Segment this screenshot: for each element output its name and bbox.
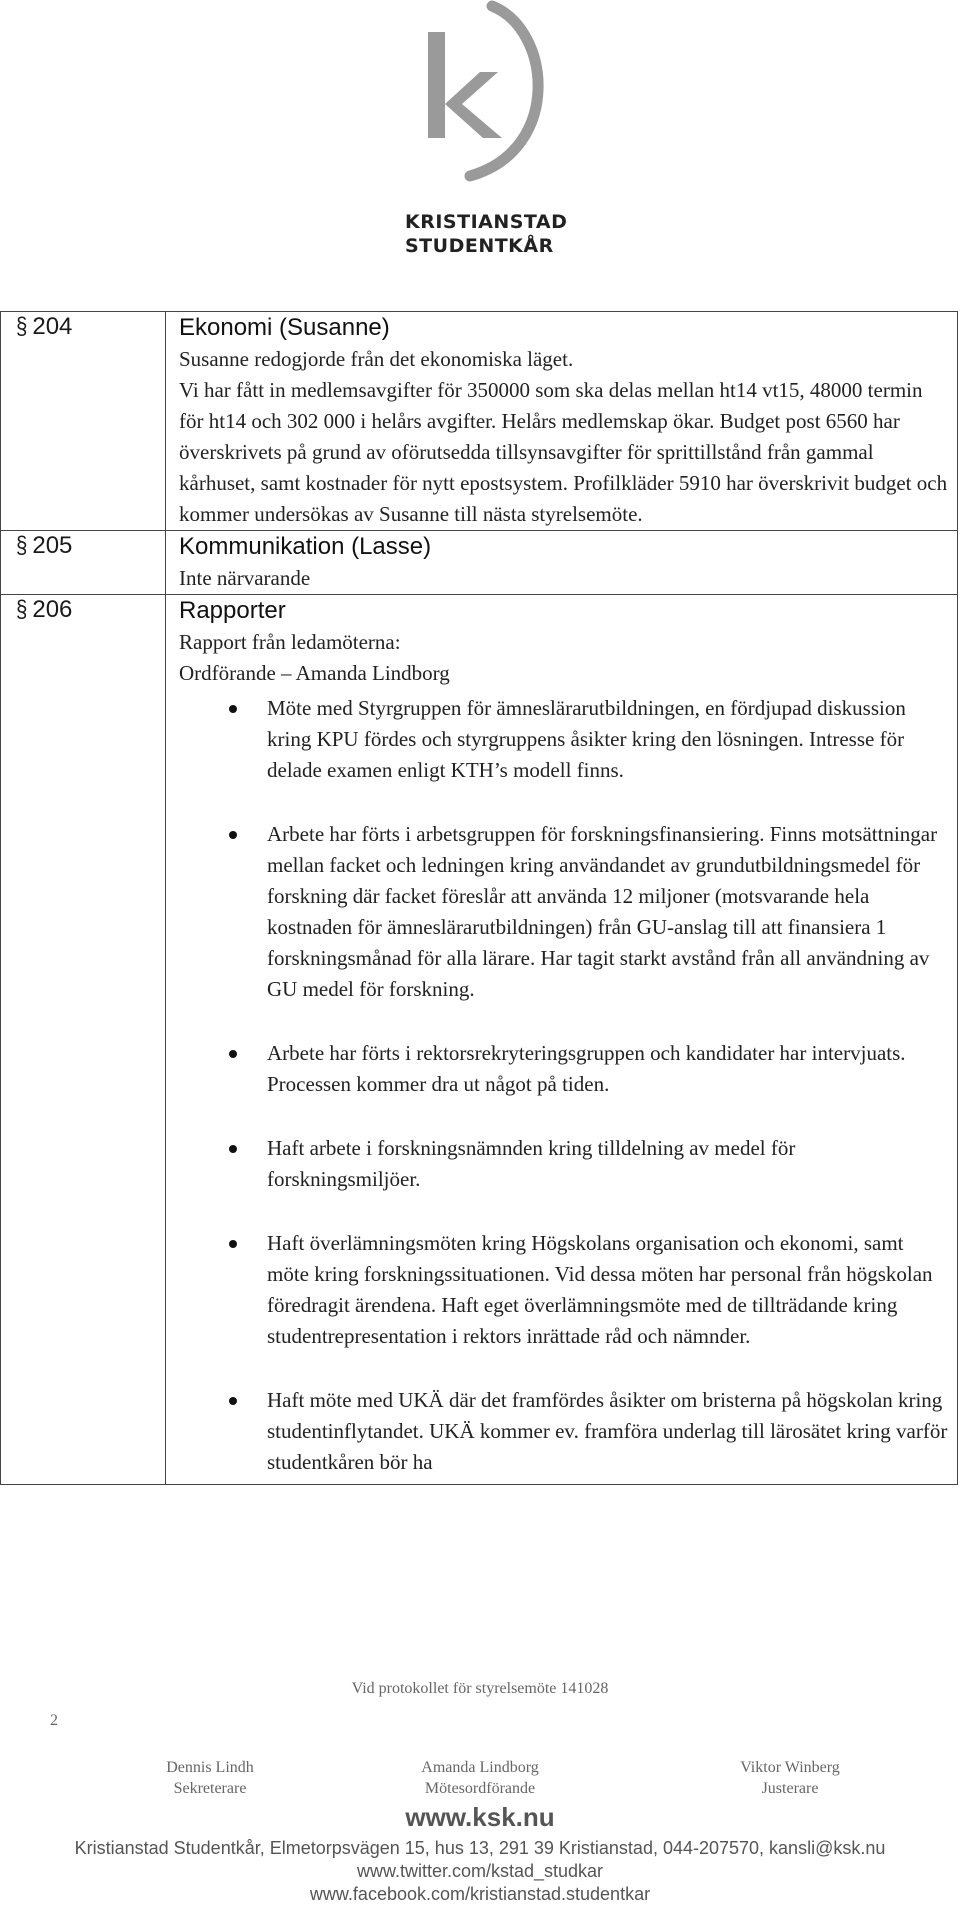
logo-wordmark — [405, 210, 575, 258]
contact-address: Kristianstad Studentkår, Elmetorpsvägen 15, hus 13, 291 39 Kristianstad, 044-207570, kansli@ksk.nu — [74, 1838, 886, 1858]
section-body — [166, 312, 958, 531]
list-item: Haft överlämningsmöten kring Högskolans organisation och ekonomi, samt möte kring forskningssituationen. Vid dessa möten har personal från högskolan föredragit ärendena. Haft eget överlämningsmöte med de tillträdande kring studentrepresentation i rektors inrättade råd och nämnder. — [179, 1228, 949, 1352]
signature-role: Justerare — [761, 1780, 819, 1797]
section-heading: Ekonomi (Susanne) — [179, 314, 390, 341]
section-sign: § — [16, 596, 28, 623]
logo-line-1: KRISTIANSTAD — [405, 211, 568, 233]
section-number: 206 — [32, 596, 73, 623]
website-link[interactable]: www.ksk.nu — [405, 1802, 555, 1832]
signature-name: Dennis Lindh — [166, 1759, 254, 1776]
signature-role: Sekreterare — [173, 1780, 247, 1797]
section-sign: § — [16, 532, 28, 559]
section-paragraph: Vi har fått in medlemsavgifter för 350000 som ska delas mellan ht14 vt15, 48000 termin för ht14 och 302 000 i helårs avgifter. Helårs medlemskap ökar. Budget post 6560 har överskrivets på grund av oförutsedda tillsynsavgifter för sprittillstånd från gammal kårhuset, samt kostnader för nytt epostsystem. Profilkläder 5910 har överskrivit budget och kommer undersökas av Susanne till nästa styrelsemöte. — [179, 378, 948, 526]
section-heading: Kommunikation (Lasse) — [179, 533, 432, 560]
section-sign: § — [16, 313, 28, 340]
signature-name: Amanda Lindborg — [421, 1759, 539, 1776]
page-number: 2 — [50, 1712, 58, 1729]
logo-line-2: STUDENTKÅR — [405, 235, 554, 257]
section-number-cell — [1, 595, 166, 1485]
section-number: 205 — [32, 532, 73, 559]
signature-role: Mötesordförande — [424, 1780, 536, 1797]
report-bullet-list — [179, 693, 949, 1478]
section-body — [166, 531, 958, 595]
section-number-cell — [1, 312, 166, 531]
section-row-204 — [1, 312, 958, 531]
protocol-caption: Vid protokollet för styrelsemöte 141028 — [351, 1680, 609, 1697]
section-paragraph: Rapport från ledamöterna: — [179, 630, 401, 654]
section-row-205 — [1, 531, 958, 595]
section-number-cell — [1, 531, 166, 595]
list-item: Haft möte med UKÄ där det framfördes åsikter om bristerna på högskolan kring studentinflytandet. UKÄ kommer ev. framföra underlag till lärosätet kring varför studentkåren bör ha — [179, 1385, 949, 1478]
signature-chair — [330, 1757, 630, 1799]
twitter-link[interactable]: www.twitter.com/kstad_studkar — [356, 1861, 604, 1881]
list-item: Haft arbete i forskningsnämnden kring tilldelning av medel för forskningsmiljöer. — [179, 1133, 949, 1195]
signature-adjuster — [640, 1757, 940, 1799]
section-paragraph: Susanne redogjorde från det ekonomiska läget. — [179, 347, 574, 371]
list-item: Arbete har förts i arbetsgruppen för forskningsfinansiering. Finns motsättningar mellan facket och ledningen kring användandet av grundutbildningsmedel för forskning där facket föreslår att använda 12 miljoner (motsvarande hela kostnaden för ämneslärarutbildningen) från GU-anslag till att finansiera 1 forskningsmånad för alla lärare. Har tagit starkt avstånd från all användning av GU medel för forskning. — [179, 819, 949, 1005]
facebook-link[interactable]: www.facebook.com/kristianstad.studentkar — [309, 1884, 651, 1904]
section-row-206 — [1, 595, 958, 1485]
section-number: 204 — [32, 313, 73, 340]
list-item: Arbete har förts i rektorsrekryteringsgruppen och kandidater har intervjuats. Processen kommer dra ut något på tiden. — [179, 1038, 949, 1100]
section-body — [166, 595, 958, 1485]
section-paragraph: Ordförande – Amanda Lindborg — [179, 661, 450, 685]
minutes-table — [0, 311, 958, 1485]
signature-secretary — [60, 1757, 360, 1799]
list-item: Möte med Styrgruppen för ämneslärarutbildningen, en fördjupad diskussion kring KPU fördes och styrgruppens åsikter kring den lösningen. Intresse för delade examen enligt KTH’s modell finns. — [179, 693, 949, 786]
signature-name: Viktor Winberg — [740, 1759, 840, 1776]
section-paragraph: Inte närvarande — [179, 566, 311, 590]
section-heading: Rapporter — [179, 597, 286, 624]
